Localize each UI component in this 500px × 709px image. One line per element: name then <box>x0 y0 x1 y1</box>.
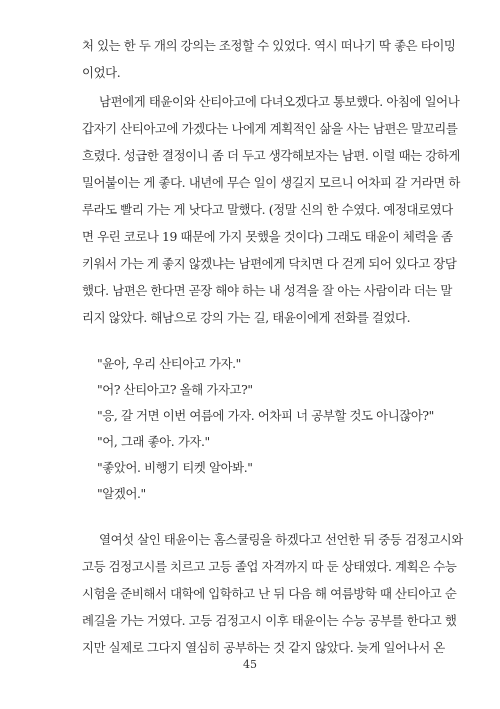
text-line: 흐렸다. 성급한 결정이니 좀 더 두고 생각해보자는 남편. 이럴 때는 강하게 <box>82 148 460 163</box>
text-line: 남편에게 태윤이와 산티아고에 다녀오겠다고 통보했다. 아침에 일어나 <box>99 94 460 109</box>
dialogue-line: "어, 그래 좋아. 가자." <box>97 434 210 449</box>
text-line: 키워서 가는 게 좋지 않겠냐는 남편에게 닥치면 다 걷게 되어 있다고 장담 <box>82 256 457 271</box>
dialogue-line: "응, 갈 거면 이번 여름에 가자. 어차피 너 공부할 것도 아니잖아?" <box>97 408 434 423</box>
dialogue-line: "좋았어. 비행기 티켓 알아봐." <box>97 460 253 475</box>
dialogue-line: "윤아, 우리 산티아고 가자." <box>97 356 241 371</box>
text-line: 시험을 준비해서 대학에 입학하고 난 뒤 다음 해 여름방학 때 산티아고 순 <box>82 586 457 601</box>
dialogue-line: "어? 산티아고? 올해 가자고?" <box>97 382 253 397</box>
text-line: 루라도 빨리 가는 게 낫다고 말했다. (정말 신의 한 수였다. 예정대로였다 <box>82 202 453 217</box>
text-line: 면 우린 코로나 19 때문에 가지 못했을 것이다) 그래도 태윤이 체력을 좀 <box>82 229 453 244</box>
text-line: 밀어붙이는 게 좋다. 내년에 무슨 일이 생길지 모르니 어차피 갈 거라면 하 <box>82 175 460 190</box>
text-line: 했다. 남편은 한다면 곧장 해야 하는 내 성격을 잘 아는 사람이라 더는 말 <box>82 283 452 298</box>
text-line: 례길을 가는 거였다. 고등 검정고시 이후 태윤이는 수능 공부를 한다고 했 <box>82 613 457 628</box>
text-line: 이었다. <box>82 65 121 80</box>
text-line: 지만 실제로 그다지 열심히 공부하는 것 같지 않았다. 늦게 일어나서 온 <box>82 640 445 655</box>
text-line: 갑자기 산티아고에 가겠다는 나에게 계획적인 삶을 사는 남편은 말꼬리를 <box>82 121 458 136</box>
text-line: 처 있는 한 두 개의 강의는 조정할 수 있었다. 역시 떠나기 딱 좋은 타이밍 <box>82 38 456 53</box>
page-number: 45 <box>243 658 257 671</box>
text-line: 리지 않았다. 해남으로 강의 가는 길, 태윤이에게 전화를 걸었다. <box>82 310 411 325</box>
text-line: 열여섯 살인 태윤이는 홈스쿨링을 하겠다고 선언한 뒤 중등 검정고시와 <box>99 532 463 547</box>
dialogue-line: "알겠어." <box>97 486 146 501</box>
text-line: 고등 검정고시를 치르고 고등 졸업 자격까지 따 둔 상태였다. 계획은 수능 <box>82 559 457 574</box>
